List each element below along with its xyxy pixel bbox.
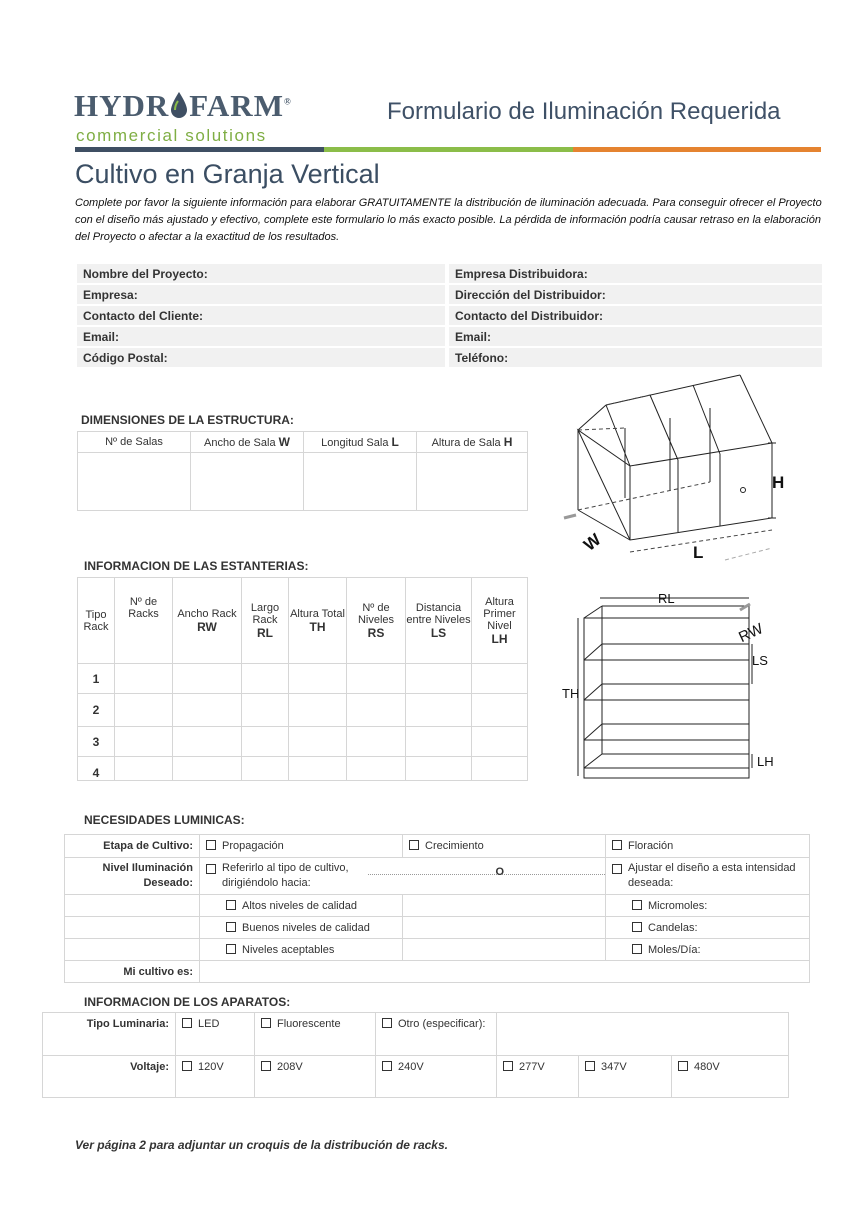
phone-field[interactable]: Teléfono: bbox=[449, 348, 822, 367]
rack-type-cell: 2 bbox=[78, 694, 115, 727]
quality-acceptable-option[interactable]: Niveles aceptables bbox=[200, 939, 403, 961]
fixtures-section-title: INFORMACION DE LOS APARATOS: bbox=[84, 995, 291, 1009]
contact-row bbox=[77, 264, 822, 283]
room-length-input[interactable] bbox=[304, 453, 417, 511]
checkbox-icon[interactable] bbox=[182, 1018, 192, 1028]
checkbox-icon[interactable] bbox=[382, 1018, 392, 1028]
form-title: Formulario de Iluminación Requerida bbox=[387, 98, 781, 125]
racks-table bbox=[77, 577, 528, 781]
distributor-email-field[interactable]: Email: bbox=[449, 327, 822, 346]
voltage-208-option[interactable]: 208V bbox=[255, 1056, 376, 1098]
rack-row bbox=[78, 757, 528, 781]
rack-input[interactable] bbox=[173, 757, 242, 781]
checkbox-icon[interactable] bbox=[182, 1061, 192, 1071]
fixture-led-option[interactable]: LED bbox=[176, 1013, 255, 1056]
rack-input[interactable] bbox=[347, 694, 406, 727]
rack-input[interactable] bbox=[406, 664, 472, 694]
rack-input[interactable] bbox=[289, 757, 347, 781]
structure-section-title: DIMENSIONES DE LA ESTRUCTURA: bbox=[81, 413, 294, 427]
quality-good-value[interactable] bbox=[403, 917, 606, 939]
rack-input[interactable] bbox=[115, 694, 173, 727]
voltage-240-option[interactable]: 240V bbox=[376, 1056, 497, 1098]
rack-input[interactable] bbox=[115, 727, 173, 757]
moles-per-day-option[interactable]: Moles/Día: bbox=[606, 939, 810, 961]
registered-mark: ® bbox=[283, 96, 292, 107]
client-email-field[interactable]: Email: bbox=[77, 327, 445, 346]
intro-text: Complete por favor la siguiente información para elaborar GRATUITAMENTE la distribución de iluminación adecuada. Para conseguir ofrecer el Proyecto con el diseño más ajustado y efectivo, complete este formulario lo más exacto posible. La pérdida de información podría causar retraso en la elaboración del Proyecto o afectar a la exactitud de los resultados. bbox=[75, 197, 822, 243]
rack-input[interactable] bbox=[173, 664, 242, 694]
logo-text-hydr: HYDR bbox=[74, 88, 170, 123]
levels-count-header: Nº de Niveles RS bbox=[347, 578, 406, 664]
header-bar-slate bbox=[75, 147, 324, 152]
rack-input[interactable] bbox=[173, 694, 242, 727]
rack-input[interactable] bbox=[472, 727, 528, 757]
footer-note: Ver página 2 para adjuntar un croquis de la distribución de racks. bbox=[75, 1138, 448, 1152]
rack-input[interactable] bbox=[173, 727, 242, 757]
distributor-address-field[interactable]: Dirección del Distribuidor: bbox=[449, 285, 822, 304]
rack-input[interactable] bbox=[242, 727, 289, 757]
candelas-option[interactable]: Candelas: bbox=[606, 917, 810, 939]
checkbox-icon[interactable] bbox=[612, 864, 622, 874]
empty-cell bbox=[65, 895, 200, 917]
rack-width-header: Ancho Rack RW bbox=[173, 578, 242, 664]
project-name-field[interactable]: Nombre del Proyecto: bbox=[77, 264, 445, 283]
voltage-label: Voltaje: bbox=[43, 1056, 176, 1098]
stage-growth-option[interactable]: Crecimiento bbox=[403, 835, 606, 858]
level-crop-option[interactable]: Referirlo al tipo de cultivo, dirigiéndolo hacia: bbox=[200, 858, 403, 895]
rack-input[interactable] bbox=[289, 664, 347, 694]
level-label: Nivel Iluminación Deseado: bbox=[65, 858, 200, 895]
contact-row bbox=[77, 348, 822, 367]
rack-input[interactable] bbox=[289, 727, 347, 757]
rack-type-cell: 4 bbox=[78, 757, 115, 781]
rooms-count-input[interactable] bbox=[78, 453, 191, 511]
checkbox-icon[interactable] bbox=[585, 1061, 595, 1071]
header-bar-green bbox=[324, 147, 573, 152]
rack-input[interactable] bbox=[115, 757, 173, 781]
fixture-type-label: Tipo Luminaria: bbox=[43, 1013, 176, 1056]
diagram-label-th: TH bbox=[562, 686, 580, 701]
room-width-input[interactable] bbox=[191, 453, 304, 511]
fixture-other-option[interactable]: Otro (especificar): bbox=[376, 1013, 497, 1056]
rack-input[interactable] bbox=[472, 694, 528, 727]
checkbox-icon[interactable] bbox=[632, 900, 642, 910]
rooms-count-header: Nº de Salas bbox=[78, 432, 191, 453]
rack-input[interactable] bbox=[472, 757, 528, 781]
rack-input[interactable] bbox=[347, 757, 406, 781]
stage-flowering-option[interactable]: Floración bbox=[606, 835, 810, 858]
greenhouse-diagram bbox=[560, 370, 790, 565]
room-height-input[interactable] bbox=[417, 453, 528, 511]
empty-cell bbox=[65, 917, 200, 939]
quality-high-option[interactable]: Altos niveles de calidad bbox=[200, 895, 403, 917]
rack-input[interactable] bbox=[406, 694, 472, 727]
rack-count-header: Nº de Racks bbox=[115, 578, 173, 664]
rack-input[interactable] bbox=[406, 727, 472, 757]
rack-input[interactable] bbox=[289, 694, 347, 727]
checkbox-icon[interactable] bbox=[226, 922, 236, 932]
room-height-header: Altura de Sala H bbox=[417, 432, 528, 453]
checkbox-icon[interactable] bbox=[612, 840, 622, 850]
diagram-label-rl: RL bbox=[658, 591, 675, 606]
rack-type-cell: 3 bbox=[78, 727, 115, 757]
checkbox-icon[interactable] bbox=[503, 1061, 513, 1071]
diagram-label-l: L bbox=[693, 543, 704, 562]
contact-row bbox=[77, 306, 822, 325]
rack-type-cell: 1 bbox=[78, 664, 115, 694]
level-intensity-option[interactable]: Ajustar el diseño a esta intensidad deseada: bbox=[606, 858, 810, 895]
fixture-other-input[interactable] bbox=[497, 1013, 789, 1056]
structure-table bbox=[77, 431, 528, 511]
rack-diagram bbox=[560, 588, 785, 783]
fixtures-table bbox=[42, 1012, 789, 1098]
postal-code-field[interactable]: Código Postal: bbox=[77, 348, 445, 367]
rack-type-header: Tipo Rack bbox=[78, 578, 115, 664]
water-drop-icon bbox=[169, 91, 189, 119]
distributor-contact-field[interactable]: Contacto del Distribuidor: bbox=[449, 306, 822, 325]
rack-row bbox=[78, 727, 528, 757]
first-level-height-header: Altura Primer Nivel LH bbox=[472, 578, 528, 664]
micromoles-option[interactable]: Micromoles: bbox=[606, 895, 810, 917]
crop-input[interactable] bbox=[200, 961, 810, 983]
checkbox-icon[interactable] bbox=[206, 864, 216, 874]
rack-input[interactable] bbox=[115, 664, 173, 694]
rack-input[interactable] bbox=[472, 664, 528, 694]
fixture-fluorescent-option[interactable]: Fluorescente bbox=[255, 1013, 376, 1056]
lighting-table bbox=[64, 834, 810, 983]
quality-acceptable-value[interactable] bbox=[403, 939, 606, 961]
page-title: Cultivo en Granja Vertical bbox=[75, 159, 380, 189]
racks-section-title: INFORMACION DE LAS ESTANTERIAS: bbox=[84, 559, 309, 573]
header-bar-orange bbox=[573, 147, 821, 152]
diagram-label-ls: LS bbox=[752, 653, 768, 668]
quality-good-option[interactable]: Buenos niveles de calidad bbox=[200, 917, 403, 939]
rack-length-header: Largo Rack RL bbox=[242, 578, 289, 664]
checkbox-icon[interactable] bbox=[226, 944, 236, 954]
rack-input[interactable] bbox=[242, 757, 289, 781]
checkbox-icon[interactable] bbox=[409, 840, 419, 850]
checkbox-icon[interactable] bbox=[261, 1061, 271, 1071]
checkbox-icon[interactable] bbox=[206, 840, 216, 850]
quality-high-value[interactable] bbox=[403, 895, 606, 917]
rack-input[interactable] bbox=[347, 727, 406, 757]
level-or-separator: O bbox=[403, 858, 606, 895]
diagram-label-rw: RW bbox=[736, 620, 766, 647]
room-length-header: Longitud Sala L bbox=[304, 432, 417, 453]
contact-table bbox=[77, 262, 822, 369]
empty-cell bbox=[65, 939, 200, 961]
crop-label: Mi cultivo es: bbox=[65, 961, 200, 983]
logo-text-farm: FARM bbox=[189, 88, 284, 123]
rack-input[interactable] bbox=[242, 694, 289, 727]
rack-input[interactable] bbox=[406, 757, 472, 781]
brand-logo bbox=[74, 88, 292, 124]
total-height-header: Altura Total TH bbox=[289, 578, 347, 664]
checkbox-icon[interactable] bbox=[382, 1061, 392, 1071]
rack-row bbox=[78, 664, 528, 694]
logo-tagline: commercial solutions bbox=[76, 126, 267, 145]
rack-input[interactable] bbox=[242, 664, 289, 694]
company-field[interactable]: Empresa: bbox=[77, 285, 445, 304]
voltage-277-option[interactable]: 277V bbox=[497, 1056, 579, 1098]
lighting-section-title: NECESIDADES LUMINICAS: bbox=[84, 813, 245, 827]
contact-row bbox=[77, 327, 822, 346]
room-width-header: Ancho de Sala W bbox=[191, 432, 304, 453]
stage-propagation-option[interactable]: Propagación bbox=[200, 835, 403, 858]
rack-input[interactable] bbox=[347, 664, 406, 694]
voltage-347-option[interactable]: 347V bbox=[579, 1056, 672, 1098]
diagram-label-h: H bbox=[772, 473, 785, 492]
checkbox-icon[interactable] bbox=[632, 922, 642, 932]
checkbox-icon[interactable] bbox=[678, 1061, 688, 1071]
checkbox-icon[interactable] bbox=[632, 944, 642, 954]
voltage-120-option[interactable]: 120V bbox=[176, 1056, 255, 1098]
stage-label: Etapa de Cultivo: bbox=[65, 835, 200, 858]
client-contact-field[interactable]: Contacto del Cliente: bbox=[77, 306, 445, 325]
level-spacing-header: Distancia entre Niveles LS bbox=[406, 578, 472, 664]
diagram-label-lh: LH bbox=[757, 754, 774, 769]
checkbox-icon[interactable] bbox=[261, 1018, 271, 1028]
voltage-480-option[interactable]: 480V bbox=[672, 1056, 789, 1098]
distributor-company-field[interactable]: Empresa Distribuidora: bbox=[449, 264, 822, 283]
diagram-label-w: W bbox=[580, 529, 605, 555]
contact-row bbox=[77, 285, 822, 304]
checkbox-icon[interactable] bbox=[226, 900, 236, 910]
rack-row bbox=[78, 694, 528, 727]
